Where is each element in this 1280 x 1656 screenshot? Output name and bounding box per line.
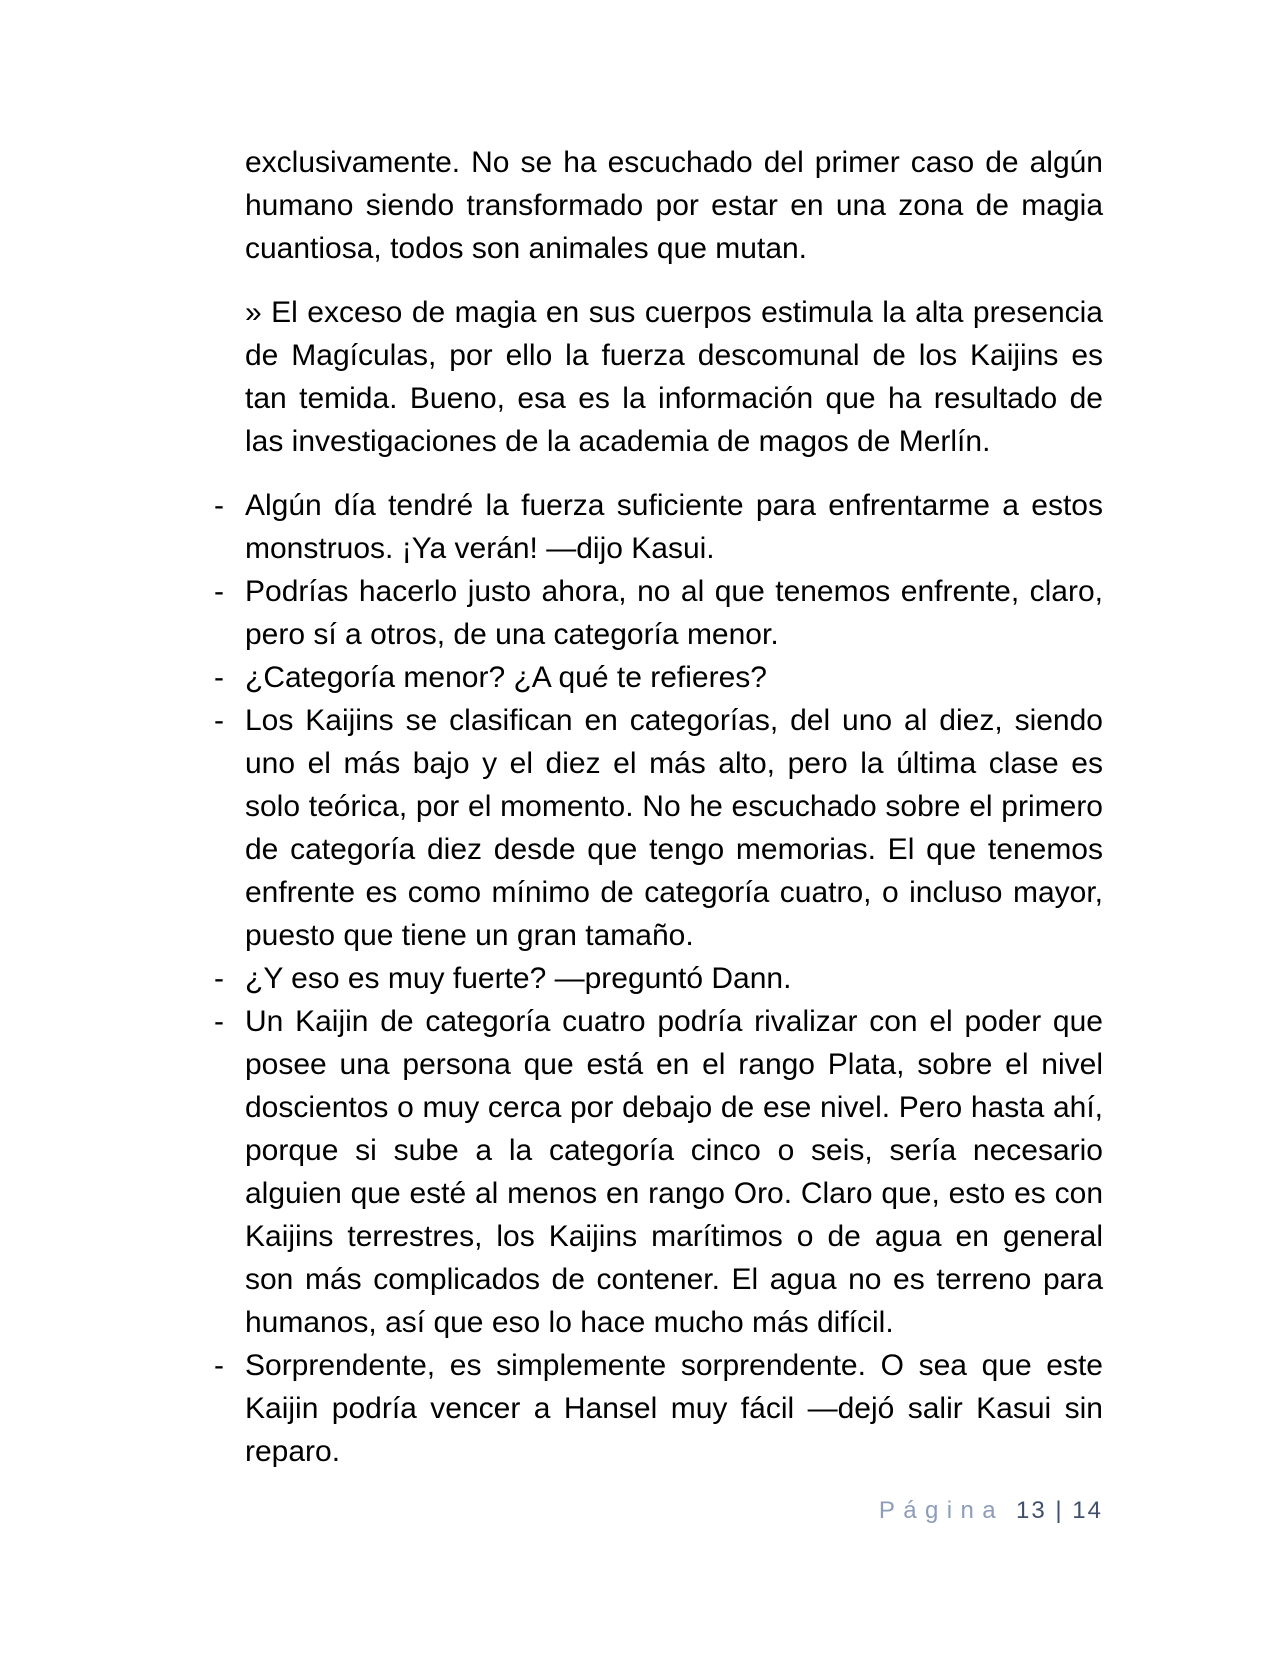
footer-page-numbers: 13 | 14 — [1016, 1497, 1103, 1524]
dialogue-item — [214, 957, 1103, 1000]
dialogue-item — [214, 484, 1103, 570]
dialogue-text: Podrías hacerlo justo ahora, no al que tenemos enfrente, claro, pero sí a otros, de una categoría menor. — [245, 575, 1103, 651]
page-footer — [879, 1496, 1103, 1526]
paragraph: » El exceso de magia en sus cuerpos estimula la alta presencia de Magículas, por ello la fuerza descomunal de los Kaijins es tan temida. Bueno, esa es la información que ha resultado de las investigaciones de la academia de magos de Merlín. — [245, 296, 1103, 458]
dialogue-text: Los Kaijins se clasifican en categorías, del uno al diez, siendo uno el más bajo y el diez el más alto, pero la última clase es solo teórica, por el momento. No he escuchado sobre el primero de categoría diez desde que tengo memorias. El que tenemos enfrente es como mínimo de categoría cuatro, o incluso mayor, puesto que tiene un gran tamaño. — [245, 704, 1103, 952]
dialogue-text: Un Kaijin de categoría cuatro podría rivalizar con el poder que posee una persona que está en el rango Plata, sobre el nivel doscientos o muy cerca por debajo de ese nivel. Pero hasta ahí, porque si sube a la categoría cinco o seis, sería necesario alguien que esté al menos en rango Oro. Claro que, esto es con Kaijins terrestres, los Kaijins marítimos o de agua en general son más complicados de contener. El agua no es terreno para humanos, así que eso lo hace mucho más difícil. — [245, 1005, 1103, 1339]
dialogue-dash: - — [214, 489, 224, 522]
footer-page-label: Página — [878, 1497, 1005, 1524]
dialogue-text: Sorprendente, es simplemente sorprendente. O sea que este Kaijin podría vencer a Hansel muy fácil —dejó salir Kasui sin reparo. — [245, 1349, 1103, 1468]
paragraph: exclusivamente. No se ha escuchado del primer caso de algún humano siendo transformado por estar en una zona de magia cuantiosa, todos son animales que mutan. — [245, 146, 1103, 265]
dialogue-item — [214, 570, 1103, 656]
dialogue-text: Algún día tendré la fuerza suficiente para enfrentarme a estos monstruos. ¡Ya verán! —dijo Kasui. — [245, 489, 1103, 565]
dialogue-dash: - — [214, 661, 224, 694]
dialogue-text: ¿Categoría menor? ¿A qué te refieres? — [245, 661, 767, 694]
dialogue-item — [214, 699, 1103, 957]
dialogue-dash: - — [214, 575, 224, 608]
dialogue-text: ¿Y eso es muy fuerte? —preguntó Dann. — [245, 962, 792, 995]
dialogue-item — [214, 1000, 1103, 1344]
dialogue-dash: - — [214, 1349, 224, 1382]
page-body-text — [214, 141, 1103, 1473]
dialogue-dash: - — [214, 704, 224, 737]
dialogue-item — [214, 1344, 1103, 1473]
dialogue-dash: - — [214, 962, 224, 995]
dialogue-list — [214, 484, 1103, 1473]
dialogue-dash: - — [214, 1005, 224, 1038]
dialogue-item — [214, 656, 1103, 699]
